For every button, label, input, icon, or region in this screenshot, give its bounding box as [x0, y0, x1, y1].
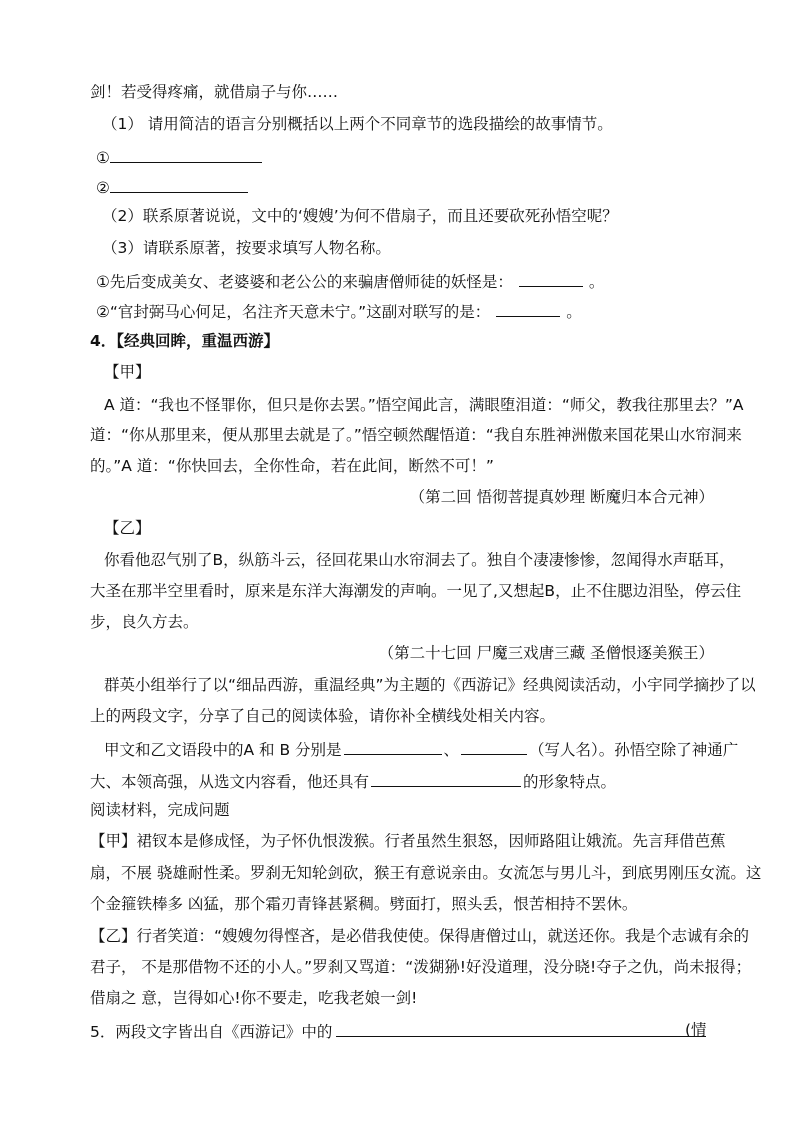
- question-5-text: 5．两段文字皆出自《西游记》中的: [90, 1023, 333, 1041]
- fill-line-1: [104, 738, 738, 760]
- question-3-3-1: [96, 270, 604, 292]
- fill-b-text: （写人名）。孙悟空除了神通广: [529, 741, 739, 759]
- question-5: [90, 1020, 706, 1042]
- question-3-3-2-text: ②“官封弼马心何足，名注齐天意未宁。”这副对联写的是：: [96, 303, 491, 321]
- question-3-1: （1） 请用简洁的语言分别概括以上两个不同章节的选段描绘的故事情节。: [102, 115, 613, 133]
- reading-jia-line-1: 【甲】裙钗本是修成怪，为子怀仇恨泼猴。行者虽然生狠怒，因师路阻让娥流。先言拜借芭蕉: [90, 832, 726, 850]
- fill-line-2-end: 的形象特点。: [523, 773, 617, 791]
- question-3-3-2-end: 。: [566, 303, 582, 321]
- answer-2-number: ②: [96, 179, 110, 197]
- jia-line-1: A 道：“我也不怪罪你，但只是你去罢。”悟空闻此言，满眼堕泪道：“师父，教我往那里去？”A: [104, 396, 744, 414]
- name-b-blank[interactable]: [461, 738, 527, 755]
- reading-heading: 阅读材料，完成问题: [90, 801, 230, 819]
- fill-a-text: 甲文和乙文语段中的A 和 B 分别是: [104, 741, 342, 759]
- name-a-blank[interactable]: [344, 738, 442, 755]
- trait-blank[interactable]: [371, 770, 521, 787]
- reading-jia-line-3: 个金箍铁棒多 凶猛，那个霜刃青锋甚紧稠。劈面打，照头丢，恨苦相持不罢休。: [90, 895, 638, 913]
- fill-separator: 、: [443, 741, 460, 759]
- yi-line-3: 步，良久方去。: [90, 613, 199, 631]
- activity-line-1: 群英小组举行了以“细品西游，重温经典”为主题的《西游记》经典阅读活动，小宇同学摘抄了以: [104, 676, 756, 694]
- answer-line-2: [96, 176, 248, 198]
- question-3-3-1-end: 。: [588, 273, 605, 291]
- question-5-end: (情: [685, 1021, 707, 1039]
- question-3-3: （3）请联系原著，按要求填写人物名称。: [102, 239, 391, 257]
- yi-source: （第二十七回 尸魔三戏唐三藏 圣僧恨逐美猴王）: [378, 644, 714, 662]
- answer-line-1: [96, 146, 262, 168]
- jia-line-3: 的。”A 道：“你快回去，全你性命，若在此间，断然不可！”: [90, 457, 494, 475]
- yi-line-1: 你看他忍气别了B，纵筋斗云，径回花果山水帘洞去了。独自个凄凄惨惨，忽闻得水声聒耳，: [104, 551, 735, 569]
- yi-label: 【乙】: [104, 519, 151, 537]
- jia-line-2: 道：“你从那里来，便从那里去就是了。”悟空顿然醒悟道：“我自东胜神洲傲来国花果山水帘洞来: [90, 426, 742, 444]
- answer-2-blank[interactable]: [110, 176, 248, 193]
- yi-line-2: 大圣在那半空里看时，原来是东洋大海潮发的声响。一见了,又想起B，止不住腮边泪坠，停云住: [90, 582, 742, 600]
- reading-yi-line-1: 【乙】行者笑道：“嫂嫂勿得悭吝，是必借我使使。保得唐僧过山，就送还你。我是个志诚有余的: [90, 927, 750, 945]
- question-3-2: （2）联系原著说说，文中的‘嫂嫂’为何不借扇子，而且还要砍死孙悟空呢？: [102, 207, 618, 225]
- couplet-name-blank[interactable]: [496, 300, 560, 317]
- activity-line-2: 上的两段文字，分享了自己的阅读体验，请你补全横线处相关内容。: [90, 707, 556, 725]
- fill-line-2-text: 大、本领高强，从选文内容看，他还具有: [90, 773, 370, 791]
- jia-label: 【甲】: [104, 363, 151, 381]
- demon-name-blank[interactable]: [519, 270, 583, 287]
- question-3-3-1-text: ①先后变成美女、老婆婆和老公公的来骗唐僧师徒的妖怪是：: [96, 273, 513, 291]
- question-4-heading: 4．【经典回眸，重温西游】: [90, 332, 280, 350]
- reading-jia-line-2: 扇，不展 骁雄耐性柔。罗刹无知轮剑砍，猴王有意说亲由。女流怎与男儿斗，到底男刚压女流。这: [90, 864, 762, 882]
- chapter-blank[interactable]: [336, 1020, 706, 1037]
- fill-line-2: [90, 770, 616, 792]
- intro-line: 剑！若受得疼痛，就借扇子与你……: [90, 83, 339, 101]
- jia-source: （第二回 悟彻菩提真妙理 断魔归本合元神）: [409, 488, 714, 506]
- reading-yi-line-3: 借扇之 意，岂得如心!你不要走，吃我老娘一剑!: [90, 989, 418, 1007]
- reading-yi-line-2: 君子， 不是那借物不还的小人。”罗刹又骂道：“泼猢狲!好没道理，没分晓!夺子之仇，尚未报得；: [90, 958, 752, 976]
- answer-1-number: ①: [96, 149, 110, 167]
- question-3-3-2: [96, 300, 582, 322]
- answer-1-blank[interactable]: [110, 146, 262, 163]
